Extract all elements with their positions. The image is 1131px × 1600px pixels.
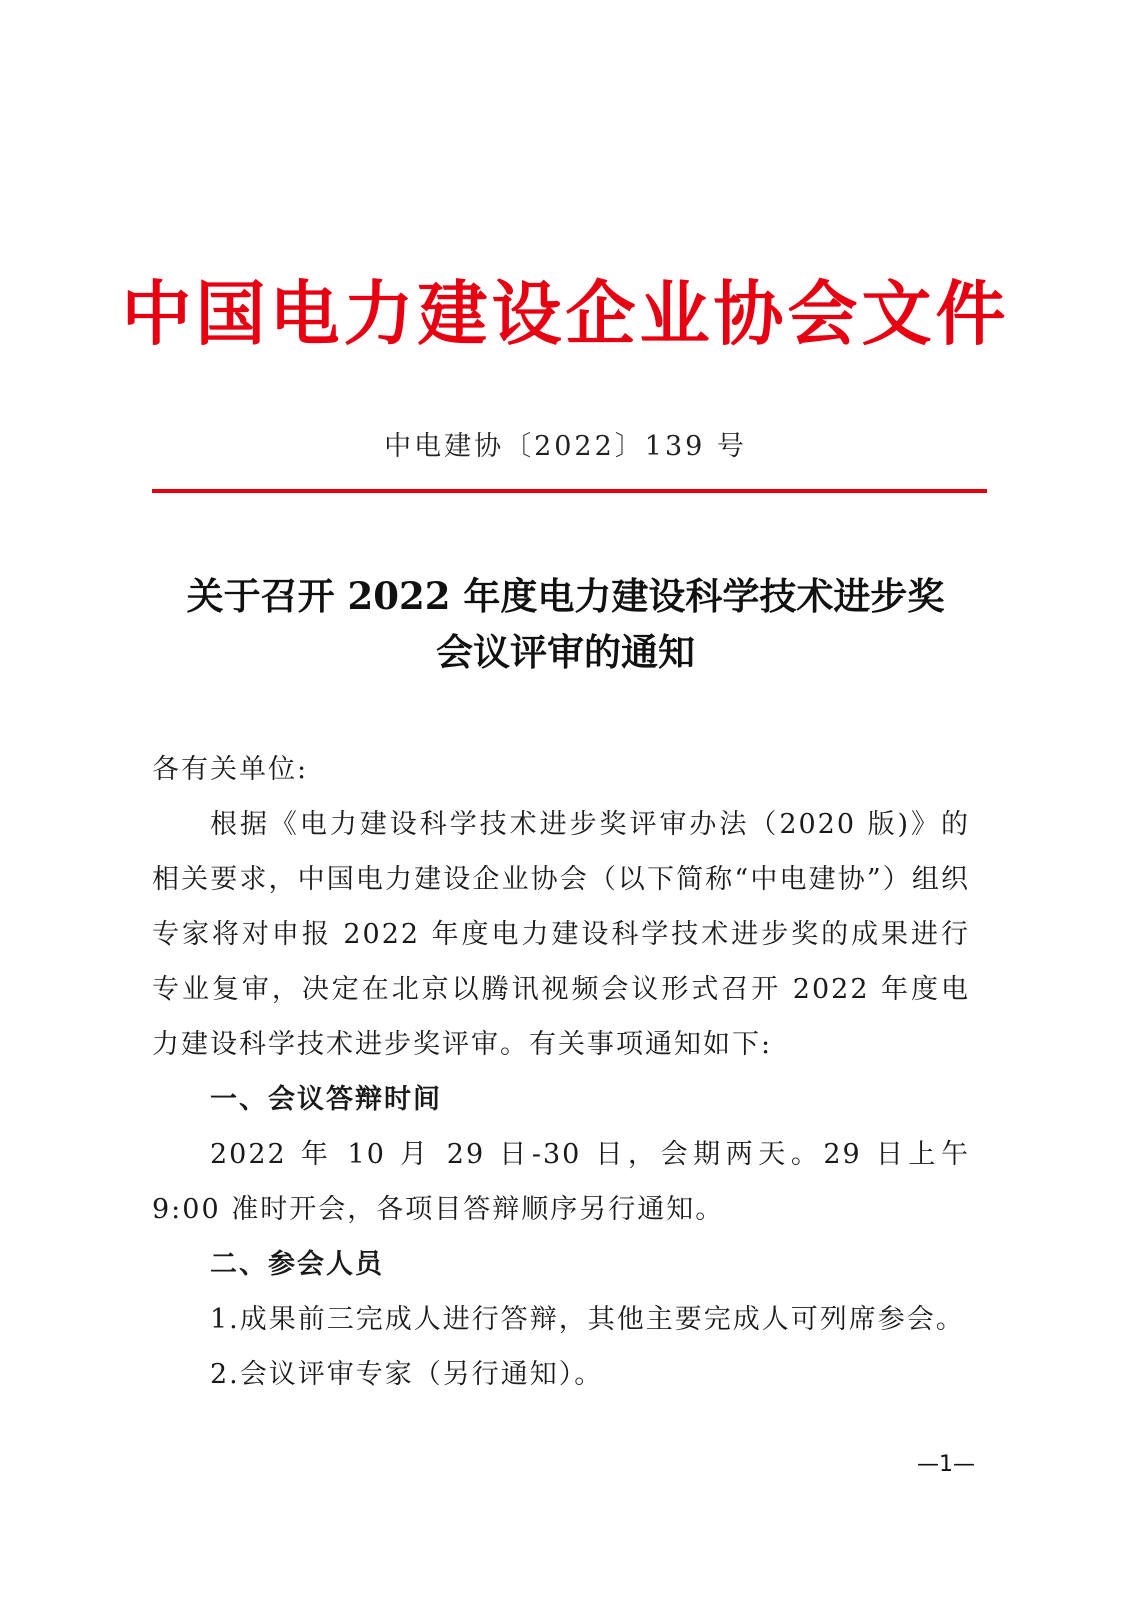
section-2-heading: 二、参会人员 <box>210 1249 384 1280</box>
page-number: —1— <box>917 1452 975 1477</box>
org-header-title: 中国电力建设企业协会文件 <box>121 272 1010 355</box>
document-number: 中电建协〔2022〕139 号 <box>384 431 747 462</box>
section-2-item-1: 1.成果前三完成人进行答辩，其他主要完成人可列席参会。 <box>210 1304 965 1335</box>
salutation: 各有关单位: <box>152 754 309 785</box>
section-1-heading: 一、会议答辩时间 <box>210 1084 442 1115</box>
notice-body <box>152 742 970 1402</box>
header-divider <box>152 489 987 493</box>
intro-paragraph: 根据《电力建设科学技术进步奖评审办法（2020 版)》的相关要求，中国电力建设企业协会（以下简称“中电建协”）组织专家将对申报 2022 年度电力建设科学技术进步奖的成果进行专业复审，决定在北京以腾讯视频会议形式召开 2022 年度电力建设科学技术进步奖评审。有关事项通知如下: <box>152 809 970 1060</box>
section-2-item-2: 2.会议评审专家（另行通知）。 <box>210 1359 604 1390</box>
notice-title <box>0 568 1131 680</box>
section-1-text: 2022 年 10 月 29 日-30 日，会期两天。29 日上午 9:00 准时开会，各项目答辩顺序另行通知。 <box>152 1139 970 1225</box>
notice-title-line-2: 会议评审的通知 <box>436 630 695 674</box>
notice-title-line-1: 关于召开 2022 年度电力建设科学技术进步奖 <box>186 574 945 618</box>
